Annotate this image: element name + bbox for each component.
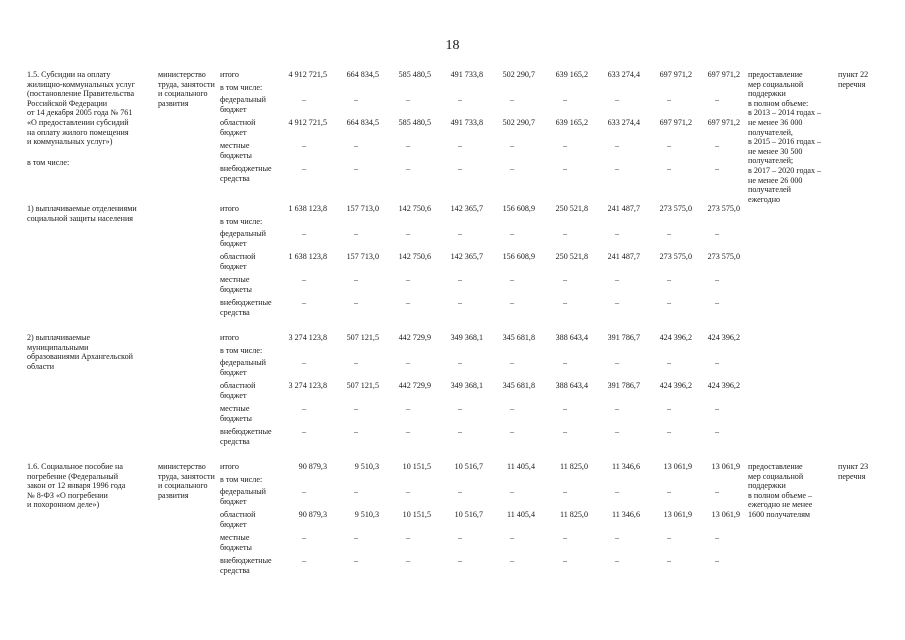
funding-value: 349 368,1 <box>450 381 483 390</box>
funding-value-dash: – <box>562 95 568 104</box>
funding-value-dash: – <box>666 275 672 284</box>
funding-value-dash: – <box>353 404 359 413</box>
measure-description-line: на оплату жилого помещения <box>27 127 129 137</box>
funding-value-dash: – <box>666 164 672 173</box>
funding-value-dash: – <box>614 358 620 367</box>
funding-value: 633 274,4 <box>607 118 640 127</box>
funding-value: 10 151,5 <box>402 462 431 471</box>
funding-value-dash: – <box>457 358 463 367</box>
funding-source-label: федеральный <box>220 95 266 104</box>
funding-value-dash: – <box>353 95 359 104</box>
funding-value-dash: – <box>666 404 672 413</box>
executor-line: министерство <box>158 462 206 471</box>
funding-value: 697 971,2 <box>659 118 692 127</box>
funding-source-label: итого <box>220 462 239 471</box>
funding-value: 1 638 123,8 <box>288 252 327 261</box>
funding-value: 11 405,4 <box>506 510 535 519</box>
funding-value: 3 274 123,8 <box>288 333 327 342</box>
funding-value-dash: – <box>405 141 411 150</box>
reference-line: перечня <box>838 471 866 481</box>
funding-value: 273 575,0 <box>707 204 740 213</box>
funding-value-dash: – <box>614 95 620 104</box>
funding-value: 424 396,2 <box>659 381 692 390</box>
funding-value-dash: – <box>714 95 720 104</box>
funding-value-dash: – <box>614 487 620 496</box>
funding-source-label: итого <box>220 70 239 79</box>
funding-value-dash: – <box>509 95 515 104</box>
funding-source-label: итого <box>220 333 239 342</box>
funding-value-dash: – <box>666 298 672 307</box>
funding-value-dash: – <box>666 358 672 367</box>
funding-value-dash: – <box>301 298 307 307</box>
funding-source-label: федеральный <box>220 229 266 238</box>
funding-value: 157 713,0 <box>346 204 379 213</box>
funding-value-dash: – <box>509 556 515 565</box>
funding-value: 13 061,9 <box>711 510 740 519</box>
funding-value-dash: – <box>457 556 463 565</box>
funding-value-dash: – <box>457 427 463 436</box>
funding-value-dash: – <box>353 229 359 238</box>
funding-value-dash: – <box>509 298 515 307</box>
funding-value-dash: – <box>714 298 720 307</box>
funding-source-label: федеральный <box>220 358 266 367</box>
funding-value-dash: – <box>301 164 307 173</box>
reference-line: пункт 22 <box>838 70 869 79</box>
funding-source-label: бюджет <box>220 367 247 377</box>
funding-value-dash: – <box>666 427 672 436</box>
funding-value: 273 575,0 <box>659 252 692 261</box>
funding-value-dash: – <box>666 141 672 150</box>
funding-value-dash: – <box>614 229 620 238</box>
executor-line: и социального <box>158 481 208 491</box>
funding-value-dash: – <box>301 427 307 436</box>
funding-value: 11 825,0 <box>559 462 588 471</box>
funding-value-dash: – <box>353 358 359 367</box>
funding-value: 585 480,5 <box>398 118 431 127</box>
expected-result-line: получателей; <box>748 156 794 166</box>
funding-value: 13 061,9 <box>711 462 740 471</box>
funding-value: 157 713,0 <box>346 252 379 261</box>
funding-value-dash: – <box>405 427 411 436</box>
funding-value-dash: – <box>301 275 307 284</box>
funding-value-dash: – <box>666 556 672 565</box>
funding-value-dash: – <box>509 275 515 284</box>
funding-value-dash: – <box>562 427 568 436</box>
funding-value: 345 681,8 <box>502 333 535 342</box>
funding-value: 9 510,3 <box>354 462 379 471</box>
funding-value-dash: – <box>353 298 359 307</box>
funding-source-label: в том числе: <box>220 83 263 92</box>
measure-description-line: образованиями Архангельской <box>27 352 133 362</box>
expected-result-line: поддержки <box>748 89 786 99</box>
funding-source-label: средства <box>220 307 250 317</box>
funding-value-dash: – <box>666 229 672 238</box>
funding-value: 142 365,7 <box>450 204 483 213</box>
funding-source-label: бюджет <box>220 496 247 506</box>
funding-value-dash: – <box>457 229 463 238</box>
funding-source-label: средства <box>220 436 250 446</box>
funding-value-dash: – <box>614 404 620 413</box>
funding-value: 424 396,2 <box>659 333 692 342</box>
funding-value-dash: – <box>353 164 359 173</box>
executor-line: министерство <box>158 70 206 79</box>
expected-result-line: в полном объеме: <box>748 98 809 108</box>
measure-description-line: социальной защиты населения <box>27 213 134 223</box>
funding-source-label: итого <box>220 204 239 213</box>
funding-value: 639 165,2 <box>555 118 588 127</box>
funding-value: 11 346,6 <box>611 462 640 471</box>
expected-result-line: предоставление <box>748 70 803 79</box>
measure-description-line: (постановление Правительства <box>27 89 135 99</box>
measure-description-line: 1.6. Социальное пособие на <box>27 462 123 471</box>
funding-value: 13 061,9 <box>663 510 692 519</box>
funding-value-dash: – <box>666 95 672 104</box>
funding-value-dash: – <box>457 275 463 284</box>
funding-source-label: местные <box>220 404 250 413</box>
expected-result-line: не менее 36 000 <box>748 118 803 127</box>
funding-value-dash: – <box>405 164 411 173</box>
funding-value-dash: – <box>405 229 411 238</box>
funding-source-label: бюджет <box>220 261 247 271</box>
expected-result-line: в 2013 – 2014 годах – <box>748 108 822 118</box>
funding-value-dash: – <box>714 358 720 367</box>
funding-value: 13 061,9 <box>663 462 692 471</box>
funding-value-dash: – <box>509 427 515 436</box>
funding-value: 424 396,2 <box>707 381 740 390</box>
funding-value-dash: – <box>405 358 411 367</box>
funding-value: 10 151,5 <box>402 510 431 519</box>
funding-value: 10 516,7 <box>454 510 483 519</box>
funding-value: 388 643,4 <box>555 381 588 390</box>
funding-value-dash: – <box>301 141 307 150</box>
funding-value: 391 786,7 <box>607 381 640 390</box>
funding-source-label: в том числе: <box>220 217 263 226</box>
expected-result-line: получателей <box>748 185 791 195</box>
funding-value: 664 834,5 <box>346 70 379 79</box>
page-number: 18 <box>445 38 460 53</box>
funding-value: 388 643,4 <box>555 333 588 342</box>
funding-value: 142 365,7 <box>450 252 483 261</box>
funding-source-label: внебюджетные <box>220 556 272 565</box>
expected-result-line: 1600 получателям <box>748 510 811 519</box>
expected-result-line: поддержки <box>748 481 786 491</box>
measure-description-line: закон от 12 января 1996 года <box>27 481 126 491</box>
measure-description-line: № 8-ФЗ «О погребении <box>27 490 108 500</box>
funding-value-dash: – <box>714 533 720 542</box>
funding-source-label: бюджеты <box>220 413 252 423</box>
funding-value: 585 480,5 <box>398 70 431 79</box>
measure-description-line: «О предоставлении субсидий <box>27 118 129 127</box>
funding-value: 507 121,5 <box>346 333 379 342</box>
funding-source-label: областной <box>220 381 256 390</box>
funding-value-dash: – <box>714 556 720 565</box>
executor-line: развития <box>158 490 189 500</box>
funding-value: 491 733,8 <box>450 118 483 127</box>
funding-value-dash: – <box>562 556 568 565</box>
funding-value: 442 729,9 <box>398 381 431 390</box>
funding-value-dash: – <box>405 298 411 307</box>
funding-source-label: местные <box>220 141 250 150</box>
funding-value-dash: – <box>301 404 307 413</box>
funding-source-label: в том числе: <box>220 475 263 484</box>
funding-value: 697 971,2 <box>659 70 692 79</box>
funding-value-dash: – <box>353 556 359 565</box>
funding-source-label: местные <box>220 533 250 542</box>
funding-value-dash: – <box>301 533 307 542</box>
funding-value: 11 346,6 <box>611 510 640 519</box>
executor-line: труда, занятости <box>158 471 215 481</box>
funding-value: 11 825,0 <box>559 510 588 519</box>
funding-value-dash: – <box>714 427 720 436</box>
funding-value: 90 879,3 <box>298 462 327 471</box>
funding-value: 4 912 721,5 <box>288 118 327 127</box>
funding-value-dash: – <box>457 487 463 496</box>
expected-result-line: получателей, <box>748 127 793 137</box>
funding-value-dash: – <box>714 487 720 496</box>
expected-result-line: ежегодно не менее <box>748 500 813 510</box>
expected-result-line: мер социальной <box>748 471 804 481</box>
measure-description-line: Российской Федерации <box>27 98 108 108</box>
funding-value: 442 729,9 <box>398 333 431 342</box>
funding-value-dash: – <box>457 141 463 150</box>
funding-source-label: областной <box>220 252 256 261</box>
measure-description-line: муниципальными <box>27 342 89 352</box>
funding-value-dash: – <box>666 487 672 496</box>
funding-source-label: бюджет <box>220 390 247 400</box>
funding-value: 491 733,8 <box>450 70 483 79</box>
funding-value-dash: – <box>562 487 568 496</box>
measure-description-line: жилищно-коммунальных услуг <box>27 79 135 89</box>
funding-value: 241 487,7 <box>607 252 640 261</box>
funding-value: 90 879,3 <box>298 510 327 519</box>
funding-value-dash: – <box>353 533 359 542</box>
funding-value: 1 638 123,8 <box>288 204 327 213</box>
funding-source-label: внебюджетные <box>220 427 272 436</box>
expected-result-line: ежегодно <box>748 194 781 204</box>
funding-value: 10 516,7 <box>454 462 483 471</box>
funding-value: 349 368,1 <box>450 333 483 342</box>
funding-value-dash: – <box>457 533 463 542</box>
funding-value-dash: – <box>562 404 568 413</box>
measure-description-line: и похоронном деле») <box>27 500 100 510</box>
measure-description-line: 2) выплачиваемые <box>27 333 91 342</box>
funding-value: 345 681,8 <box>502 381 535 390</box>
funding-source-label: бюджеты <box>220 542 252 552</box>
funding-value-dash: – <box>614 164 620 173</box>
measure-description-line: погребение (Федеральный <box>27 471 119 481</box>
funding-value-dash: – <box>714 141 720 150</box>
funding-value: 156 608,9 <box>502 252 535 261</box>
measure-description-line: от 14 декабря 2005 года № 761 <box>27 108 133 118</box>
funding-value-dash: – <box>714 404 720 413</box>
expected-result-line: в 2015 – 2016 годах – <box>748 137 822 147</box>
funding-value-dash: – <box>614 533 620 542</box>
funding-value-dash: – <box>714 164 720 173</box>
funding-value-dash: – <box>614 275 620 284</box>
funding-value-dash: – <box>301 95 307 104</box>
funding-value-dash: – <box>509 533 515 542</box>
funding-value: 697 971,2 <box>707 70 740 79</box>
funding-value-dash: – <box>562 141 568 150</box>
funding-value: 502 290,7 <box>502 118 535 127</box>
funding-value-dash: – <box>457 404 463 413</box>
funding-value-dash: – <box>714 229 720 238</box>
reference-line: пункт 23 <box>838 462 869 471</box>
funding-value-dash: – <box>353 427 359 436</box>
funding-value-dash: – <box>353 275 359 284</box>
funding-value: 273 575,0 <box>659 204 692 213</box>
funding-value: 639 165,2 <box>555 70 588 79</box>
funding-source-label: в том числе: <box>220 346 263 355</box>
funding-value: 241 487,7 <box>607 204 640 213</box>
funding-value-dash: – <box>405 404 411 413</box>
funding-value: 3 274 123,8 <box>288 381 327 390</box>
funding-value-dash: – <box>457 95 463 104</box>
funding-value: 250 521,8 <box>555 252 588 261</box>
funding-value-dash: – <box>614 556 620 565</box>
funding-source-label: федеральный <box>220 487 266 496</box>
expected-result-line: мер социальной <box>748 79 804 89</box>
funding-source-label: бюджеты <box>220 284 252 294</box>
funding-value-dash: – <box>405 95 411 104</box>
funding-value-dash: – <box>353 487 359 496</box>
funding-source-label: областной <box>220 118 256 127</box>
funding-value: 424 396,2 <box>707 333 740 342</box>
funding-source-label: внебюджетные <box>220 298 272 307</box>
funding-value: 507 121,5 <box>346 381 379 390</box>
funding-value: 4 912 721,5 <box>288 70 327 79</box>
funding-value-dash: – <box>353 141 359 150</box>
expected-result-line: в 2017 – 2020 годах – <box>748 166 822 175</box>
funding-value-dash: – <box>562 164 568 173</box>
funding-value-dash: – <box>562 358 568 367</box>
expected-result-line: не менее 26 000 <box>748 175 803 185</box>
funding-source-label: областной <box>220 510 256 519</box>
funding-value: 391 786,7 <box>607 333 640 342</box>
funding-value-dash: – <box>614 427 620 436</box>
funding-value-dash: – <box>405 275 411 284</box>
funding-value-dash: – <box>714 275 720 284</box>
funding-source-label: бюджет <box>220 519 247 529</box>
funding-value-dash: – <box>405 556 411 565</box>
funding-source-label: бюджет <box>220 238 247 248</box>
funding-value-dash: – <box>405 533 411 542</box>
funding-value-dash: – <box>301 556 307 565</box>
funding-value-dash: – <box>562 533 568 542</box>
measure-description-line: и коммунальных услуг») <box>27 137 113 147</box>
funding-value-dash: – <box>509 164 515 173</box>
funding-value: 9 510,3 <box>354 510 379 519</box>
measure-subheader: в том числе: <box>27 157 70 167</box>
funding-value: 273 575,0 <box>707 252 740 261</box>
expected-result-line: в полном объеме – <box>748 490 813 500</box>
reference-line: перечня <box>838 79 866 89</box>
funding-source-label: бюджет <box>220 104 247 114</box>
funding-source-label: бюджет <box>220 127 247 137</box>
funding-value-dash: – <box>509 141 515 150</box>
funding-value: 633 274,4 <box>607 70 640 79</box>
funding-value: 11 405,4 <box>506 462 535 471</box>
funding-source-label: бюджеты <box>220 150 252 160</box>
funding-value-dash: – <box>562 275 568 284</box>
funding-value: 664 834,5 <box>346 118 379 127</box>
funding-value-dash: – <box>509 229 515 238</box>
funding-value: 142 750,6 <box>398 204 431 213</box>
funding-value-dash: – <box>405 487 411 496</box>
funding-value-dash: – <box>509 487 515 496</box>
executor-line: и социального <box>158 89 208 99</box>
funding-value: 156 608,9 <box>502 204 535 213</box>
funding-value-dash: – <box>301 229 307 238</box>
measure-description-line: области <box>27 361 55 371</box>
funding-source-label: местные <box>220 275 250 284</box>
funding-value-dash: – <box>666 533 672 542</box>
funding-value-dash: – <box>301 358 307 367</box>
funding-value-dash: – <box>301 487 307 496</box>
funding-value: 502 290,7 <box>502 70 535 79</box>
expected-result-line: предоставление <box>748 462 803 471</box>
funding-value: 697 971,2 <box>707 118 740 127</box>
expected-result-line: не менее 30 500 <box>748 146 803 156</box>
funding-source-label: средства <box>220 565 250 575</box>
executor-line: развития <box>158 98 189 108</box>
funding-source-label: внебюджетные <box>220 164 272 173</box>
funding-value-dash: – <box>562 298 568 307</box>
executor-line: труда, занятости <box>158 79 215 89</box>
measure-description-line: 1.5. Субсидии на оплату <box>27 70 111 79</box>
measure-description-line: 1) выплачиваемые отделениями <box>27 204 137 213</box>
funding-value: 142 750,6 <box>398 252 431 261</box>
funding-value-dash: – <box>457 164 463 173</box>
funding-value-dash: – <box>614 141 620 150</box>
funding-value-dash: – <box>614 298 620 307</box>
funding-value-dash: – <box>457 298 463 307</box>
funding-value: 250 521,8 <box>555 204 588 213</box>
funding-value-dash: – <box>562 229 568 238</box>
funding-value-dash: – <box>509 358 515 367</box>
funding-value-dash: – <box>509 404 515 413</box>
funding-source-label: средства <box>220 173 250 183</box>
